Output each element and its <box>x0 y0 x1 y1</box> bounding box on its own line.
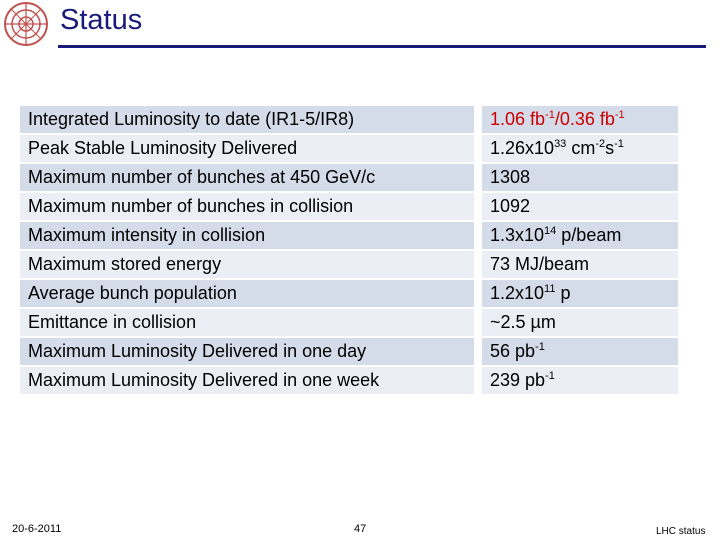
value-text: 56 pb <box>490 341 536 361</box>
value-text: 1.3x10 <box>490 225 545 245</box>
value-text: 1.26x10 <box>490 138 555 158</box>
value-exponent: -1 <box>614 138 624 150</box>
value-text: /0.36 fb <box>554 109 615 129</box>
table-row <box>20 135 678 164</box>
value-text: s <box>605 138 615 158</box>
row-value <box>482 106 678 135</box>
row-label: Average bunch population <box>20 280 482 309</box>
row-value <box>482 309 678 338</box>
row-label: Maximum stored energy <box>20 251 482 280</box>
value-text: 73 MJ/beam <box>490 254 590 274</box>
table-row <box>20 367 678 396</box>
value-text: 1.2x10 <box>490 283 545 303</box>
cern-logo-icon <box>2 0 50 48</box>
row-value <box>482 164 678 193</box>
value-text: cm <box>566 138 596 158</box>
row-label: Maximum number of bunches in collision <box>20 193 482 222</box>
row-label: Emittance in collision <box>20 309 482 338</box>
footer-title: LHC status <box>656 526 706 537</box>
status-table <box>20 106 678 396</box>
row-value <box>482 367 678 396</box>
value-exponent: -1 <box>545 370 555 382</box>
value-text: 239 pb <box>490 370 546 390</box>
table-row <box>20 164 678 193</box>
value-text: ~2.5 µm <box>490 312 556 332</box>
row-value <box>482 338 678 367</box>
table-row <box>20 106 678 135</box>
page-title: Status <box>60 4 143 36</box>
value-exponent: 14 <box>544 225 557 237</box>
value-exponent: -1 <box>614 109 625 121</box>
value-text: 1308 <box>490 167 531 187</box>
value-exponent: -2 <box>595 138 606 150</box>
row-label: Peak Stable Luminosity Delivered <box>20 135 482 164</box>
table-row <box>20 338 678 367</box>
value-text: p <box>555 283 571 303</box>
table-row <box>20 251 678 280</box>
value-exponent: -1 <box>545 109 555 121</box>
title-divider <box>58 45 706 48</box>
table-row <box>20 280 678 309</box>
row-label: Maximum Luminosity Delivered in one week <box>20 367 482 396</box>
footer-page-number: 47 <box>354 523 367 535</box>
row-label: Maximum Luminosity Delivered in one day <box>20 338 482 367</box>
row-label: Maximum number of bunches at 450 GeV/c <box>20 164 482 193</box>
row-label: Integrated Luminosity to date (IR1-5/IR8) <box>20 106 482 135</box>
row-value <box>482 135 678 164</box>
value-exponent: 11 <box>544 283 556 295</box>
value-text: p/beam <box>556 225 622 245</box>
row-value <box>482 280 678 309</box>
value-text: 1092 <box>490 196 531 216</box>
table-row <box>20 222 678 251</box>
value-exponent: -1 <box>535 341 545 353</box>
table-row <box>20 193 678 222</box>
value-exponent: 33 <box>554 138 567 150</box>
footer-date: 20-6-2011 <box>12 523 62 535</box>
value-text: 1.06 fb <box>490 109 546 129</box>
row-value <box>482 193 678 222</box>
table-row <box>20 309 678 338</box>
row-value <box>482 222 678 251</box>
row-label: Maximum intensity in collision <box>20 222 482 251</box>
row-value <box>482 251 678 280</box>
